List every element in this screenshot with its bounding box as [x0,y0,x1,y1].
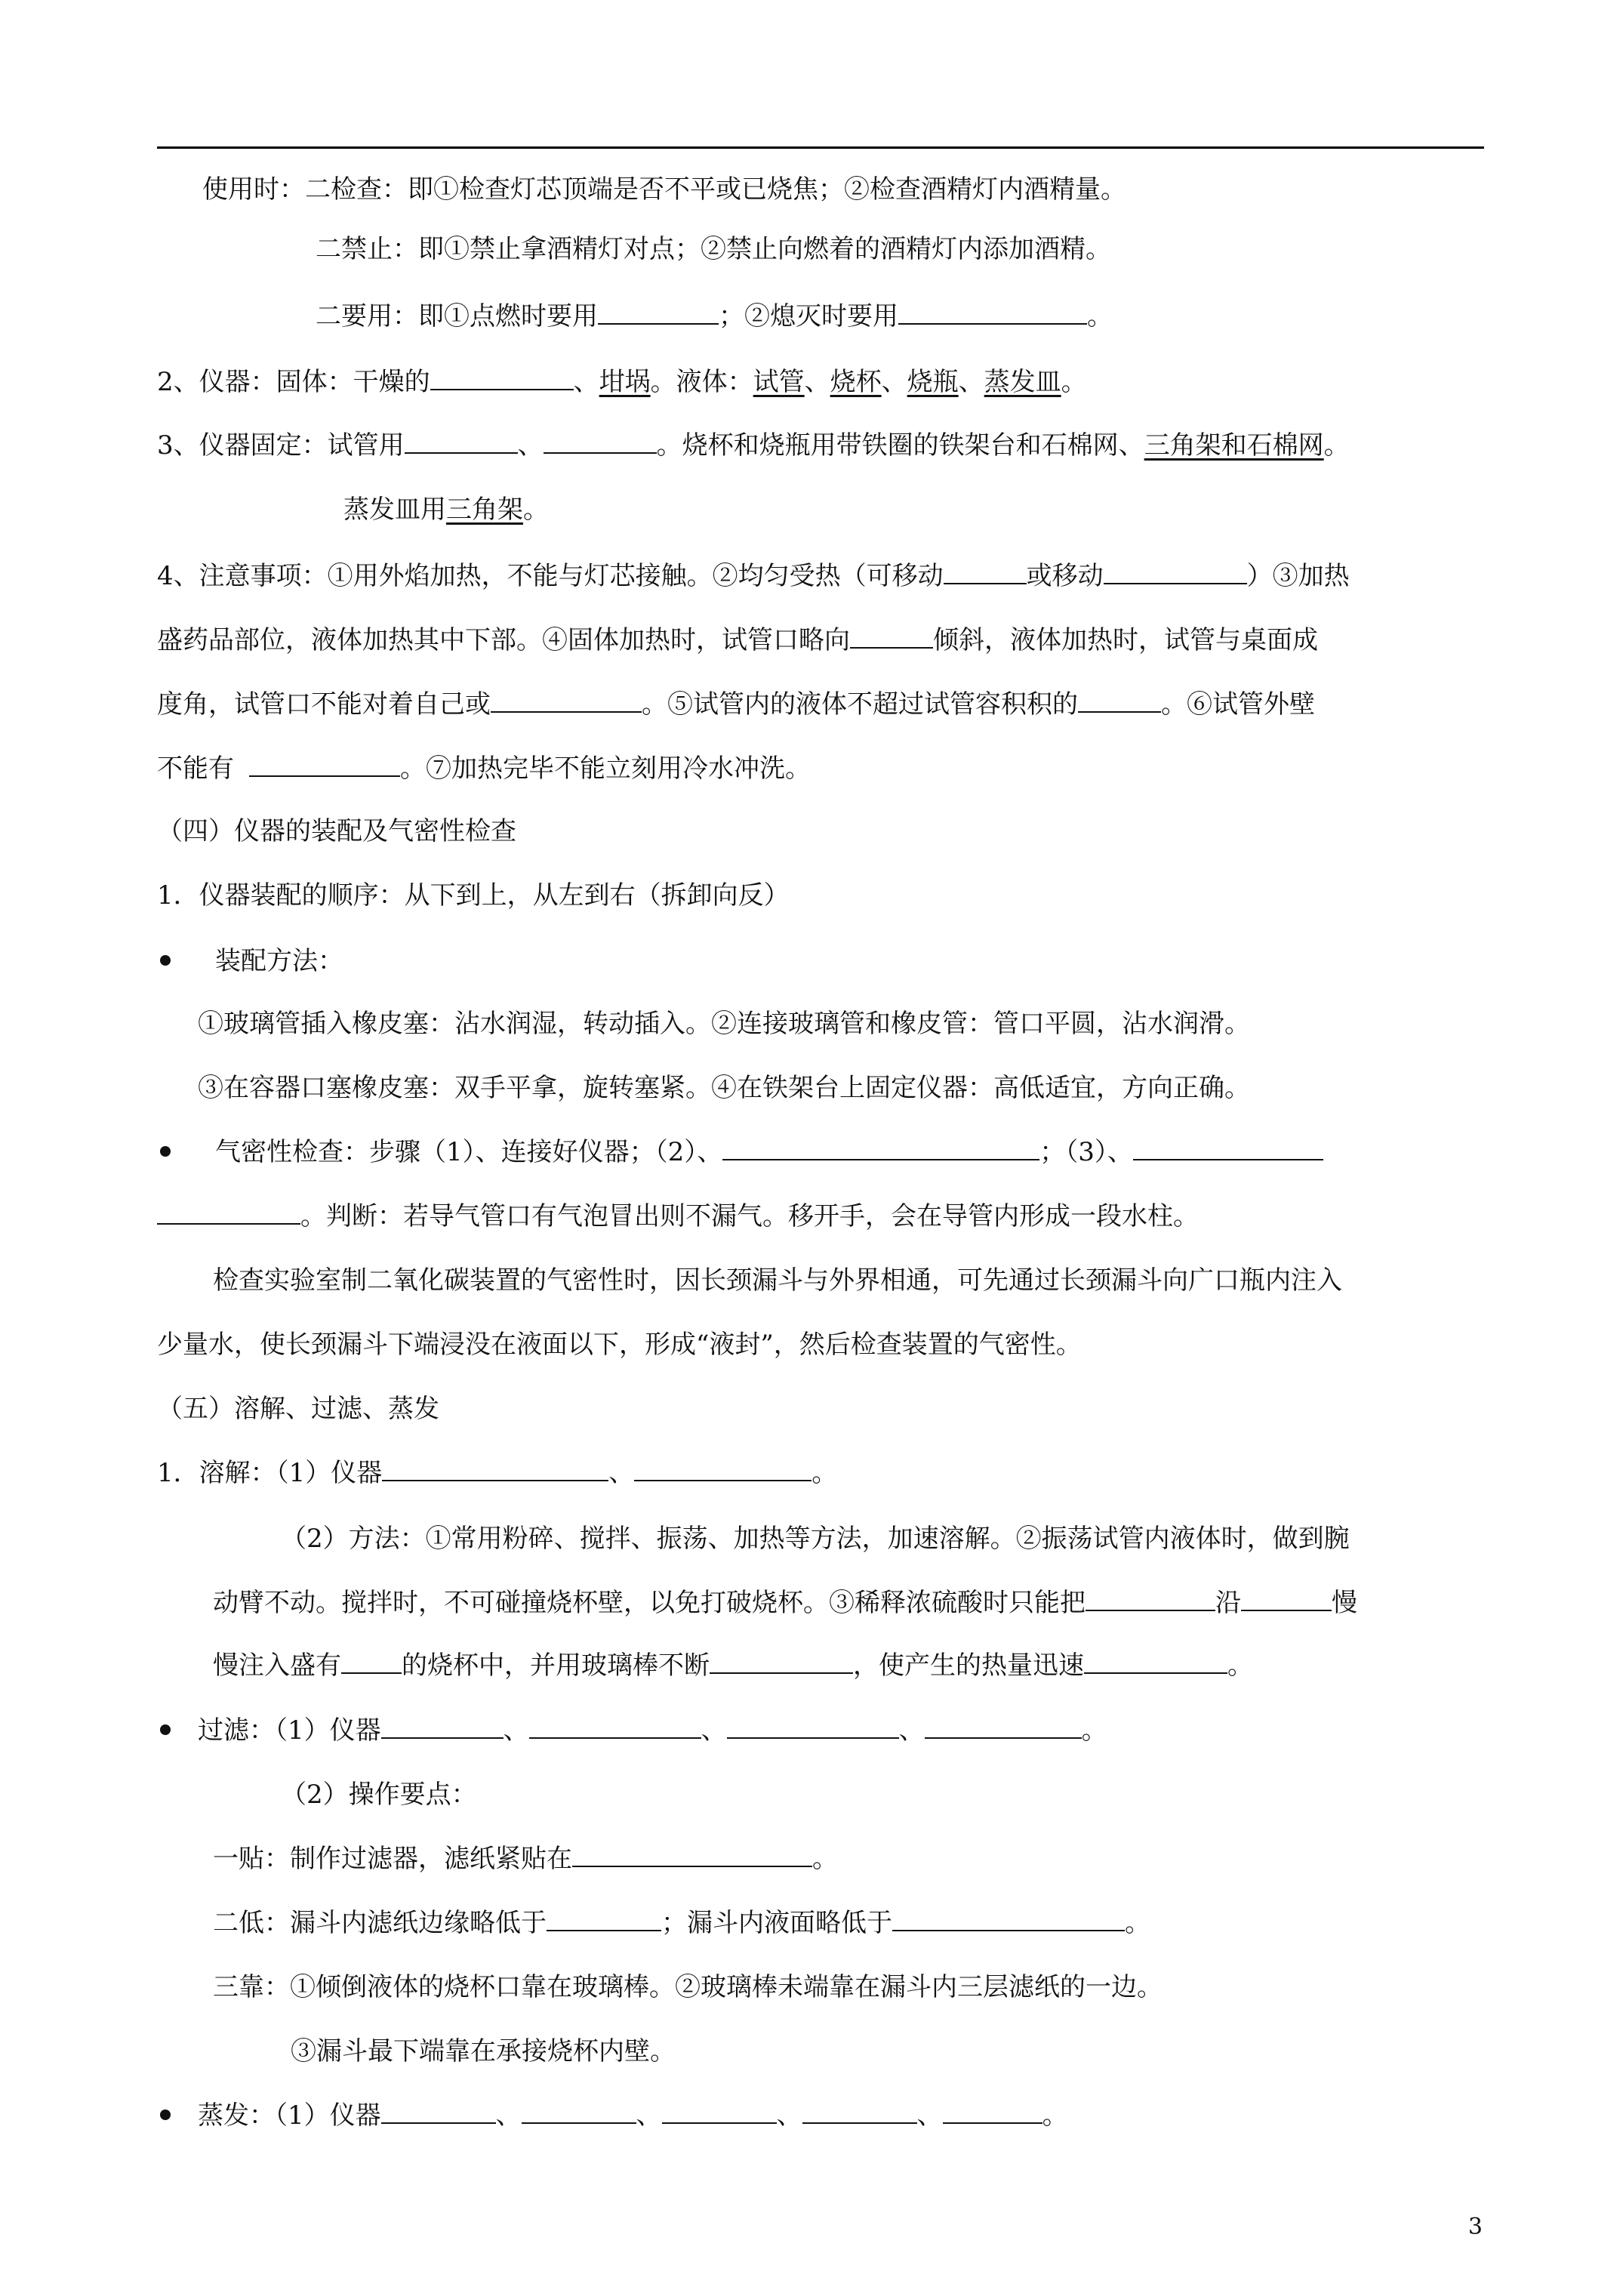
answer-blank [249,753,400,777]
bullet-icon [160,1146,171,1157]
assembly-order: 1．仪器装配的顺序：从下到上，从左到右（拆卸向反） [157,880,790,911]
answer-blank [634,1457,812,1481]
assembly-method-title: 装配方法： [215,946,343,976]
answer-blank [722,1136,1039,1160]
answer-blank [943,2100,1042,2124]
three-lean-2: ③漏斗最下端靠在承接烧杯内壁。 [291,2036,676,2066]
answer-blank [1104,560,1247,584]
notes-line-3: 度角，试管口不能对着自己或 。⑤试管内的液体不超过试管容积积的 。⑥试管外壁 [157,689,1315,720]
section5-title: （五）溶解、过滤、蒸发 [157,1394,439,1424]
answer-blank [547,1907,661,1931]
answer-blank [405,430,518,454]
answer-blank [1133,1136,1323,1160]
lamp-check-line: 使用时：二检查：即①检查灯芯顶端是否不平或已烧焦；②检查酒精灯内酒精量。 [202,174,1126,205]
answer-blank [430,366,574,390]
answer-blank [850,624,933,649]
notes-line-4: 不能有 。⑦加热完毕不能立刻用冷水冲洗。 [157,754,811,784]
evaporate-instruments: 蒸发：（1）仪器 、 、 、 、 。 [198,2100,1068,2131]
answer-blank [1241,1587,1332,1611]
answer-blank [381,1715,504,1739]
co2-check-line-2: 少量水，使长颈漏斗下端浸没在液面以下，形成“液封”，然后检查装置的气密性。 [157,1330,1082,1360]
bullet-icon [160,1724,171,1735]
section4-title: （四）仪器的装配及气密性检查 [157,816,516,846]
answer-blank [491,689,642,713]
instruments-line: 2、仪器：固体：干燥的 、坩埚。液体：试管、烧杯、烧瓶、蒸发皿。 [157,367,1087,397]
answer-blank [710,1650,853,1674]
filter-instruments: 过滤：（1）仪器 、 、 、 。 [198,1715,1107,1746]
one-stick: 一贴：制作过滤器，滤纸紧贴在 。 [213,1844,838,1874]
page-number: 3 [1467,2214,1483,2240]
answer-blank [572,1843,812,1867]
answer-blank [1086,1587,1215,1611]
notes-line-1: 4、注意事项：①用外焰加热，不能与灯芯接触。②均匀受热（可移动 或移动 ）③加热 [157,561,1350,591]
dissolve-instruments: 1．溶解：（1）仪器 、 。 [157,1458,838,1488]
dissolve-method-2: 动臂不动。搅拌时，不可碰撞烧杯壁，以免打破烧杯。③稀释浓硫酸时只能把 沿 慢 [213,1588,1357,1618]
answer-blank [1078,689,1161,713]
airtight-line-2: 。判断：若导气管口有气泡冒出则不漏气。移开手，会在导管内形成一段水柱。 [157,1199,1199,1234]
answer-blank [662,2100,777,2124]
answer-blank [898,300,1087,325]
two-low: 二低：漏斗内滤纸边缘略低于 ；漏斗内液面略低于 。 [213,1908,1150,1938]
header-rule [157,146,1484,149]
assembly-method-1: ①玻璃管插入橡皮塞：沾水润湿，转动插入。②连接玻璃管和橡皮管：管口平圆，沾水润滑。 [198,1009,1250,1039]
airtight-line-1: 气密性检查：步骤（1）、连接好仪器；（2）、 ；（3）、 [215,1135,1323,1170]
dissolve-method-3: 慢注入盛有 的烧杯中，并用玻璃棒不断 ，使产生的热量迅速 。 [213,1650,1253,1681]
answer-blank [944,560,1027,584]
answer-blank [598,300,719,325]
answer-blank [1084,1650,1227,1674]
fixing-line: 3、仪器固定：试管用 、 。烧杯和烧瓶用带铁圈的铁架台和石棉网、三角架和石棉网。 [157,430,1350,461]
answer-blank [529,1715,701,1739]
answer-blank [381,2100,496,2124]
lamp-must-use-line: 二要用：即①点燃时要用 ；②熄灭时要用 。 [316,301,1113,331]
answer-blank [382,1457,608,1481]
notes-line-2: 盛药品部位，液体加热其中下部。④固体加热时，试管口略向 倾斜，液体加热时，试管与桌面成 [157,625,1318,655]
three-lean-1: 三靠：①倾倒液体的烧杯口靠在玻璃棒。②玻璃棒未端靠在漏斗内三层滤纸的一边。 [213,1972,1163,2002]
bullet-icon [160,2110,171,2120]
dissolve-method-1: （2）方法：①常用粉碎、搅拌、振荡、加热等方法，加速溶解。②振荡试管内液体时，做到腕 [281,1524,1350,1554]
filter-key-points: （2）操作要点： [281,1780,477,1810]
assembly-method-2: ③在容器口塞橡皮塞：双手平拿，旋转塞紧。④在铁架台上固定仪器：高低适宜，方向正确。 [198,1073,1250,1103]
fixing-line-2: 蒸发皿用三角架。 [343,495,549,525]
answer-blank [802,2100,917,2124]
answer-blank [892,1907,1125,1931]
answer-blank [341,1650,402,1674]
answer-blank [544,430,657,454]
bullet-icon [160,955,171,966]
co2-check-line-1: 检查实验室制二氧化碳装置的气密性时，因长颈漏斗与外界相通，可先通过长颈漏斗向广口瓶内注入 [213,1265,1342,1296]
answer-blank [925,1715,1082,1739]
lamp-forbid-line: 二禁止：即①禁止拿酒精灯对点；②禁止向燃着的酒精灯内添加酒精。 [316,234,1111,264]
answer-blank [727,1715,899,1739]
answer-blank [522,2100,636,2124]
answer-blank [157,1200,300,1225]
